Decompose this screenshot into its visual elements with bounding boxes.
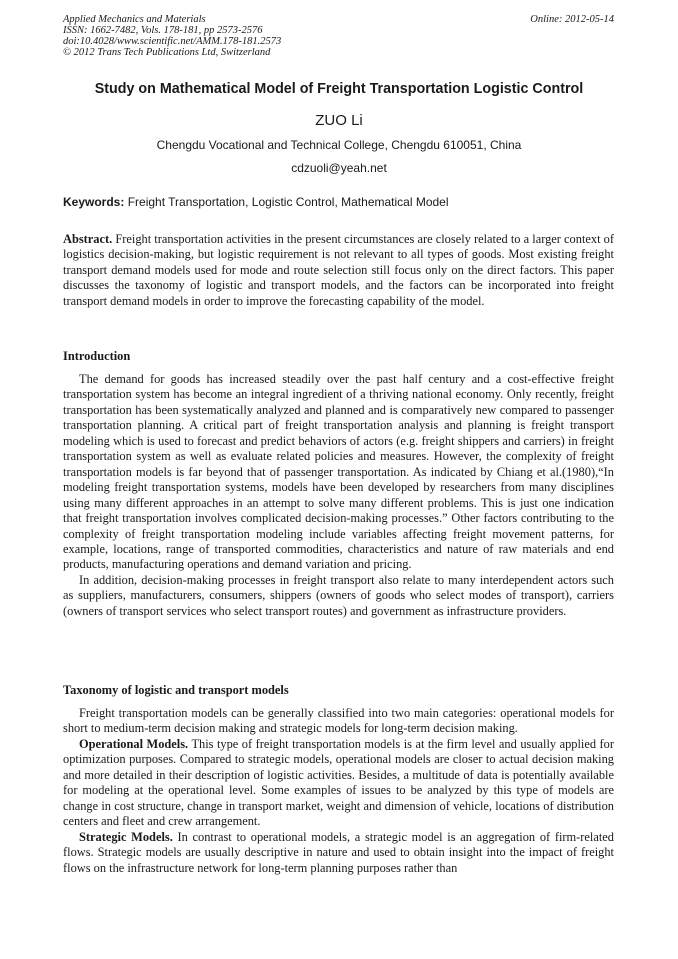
introduction-heading: Introduction [63, 349, 131, 363]
doi-line: doi:10.4028/www.scientific.net/AMM.178-181.2573 [63, 36, 282, 47]
strategic-models-paragraph [63, 830, 614, 876]
abstract-text: Freight transportation activities in the present circumstances are closely related to a larger context of logistics decision-making, but logistic requirement is not relevant to all types of goods. Most existing freight transport demand models used for mode and route selection still focus only on the direct factors. This paper discusses the taxonomy of logistic and transport models, and the factors can be incorporated into freight transport demand models in order to improve the forecasting capability of the model. [63, 232, 614, 308]
abstract [63, 232, 614, 309]
keywords-text: Freight Transportation, Logistic Control, Mathematical Model [127, 195, 449, 209]
journal-name: Applied Mechanics and Materials [63, 14, 206, 25]
journal-header [63, 14, 281, 58]
strategic-models-text: In contrast to operational models, a strategic model is an aggregation of firm-related flows. Strategic models are usually descriptive in nature and used to obtain insight into the impact of freight flows on the infrastructure network for long-term planning purposes rather than [63, 829, 614, 875]
keywords-line [63, 195, 449, 209]
keywords-label: Keywords: [63, 195, 125, 209]
introduction-body [63, 372, 614, 619]
taxonomy-body [63, 706, 614, 876]
taxonomy-paragraph-1: Freight transportation models can be generally classified into two main categories: operational models for short to medium-term decision making and strategic models for long-term decision making. [63, 706, 614, 736]
affiliation: Chengdu Vocational and Technical College, Chengdu 610051, China [156, 138, 522, 152]
paper-title: Study on Mathematical Model of Freight Transportation Logistic Control [94, 81, 584, 97]
introduction-paragraph-1: The demand for goods has increased steadily over the past half century and a cost-effective freight transportation system has become an integral ingredient of a thriving national economy. Only recently, freight transportation has been systematically analyzed and planned and is comparatively new compared to passenger transportation planning. A critical part of freight transportation analysis and planning is freight transport modeling which is used to forecast and predict behaviors of actors (e.g. freight shippers and carriers) in freight transportation system as well as evaluate related policies and measures. However, the complexity of freight transportation models is far beyond that of passenger transportation. As indicated by Chiang et al.(1980),“In modeling freight transportation systems, models have been developed by researchers from many disciplines using many different approaches in an attempt to solve many different problems. This is just one indication that freight transportation involves complicated decision-making processes.” Other factors contributing to the complexity of freight transportation modeling include variables affecting freight movement patterns, for example, locations, range of transported commodities, characteristics and nature of raw materials and end products, manufacturing operations and demand variation and pricing. [63, 372, 614, 572]
operational-models-paragraph [63, 737, 614, 830]
copyright-line: © 2012 Trans Tech Publications Ltd, Switzerland [63, 47, 271, 58]
operational-models-lead: Operational Models. [79, 736, 189, 751]
online-date: Online: 2012-05-14 [530, 14, 614, 25]
author-name: ZUO Li [315, 112, 363, 129]
author-email: cdzuoli@yeah.net [291, 161, 387, 175]
operational-models-text: This type of freight transportation models is at the firm level and usually applied for optimization purposes. Compared to strategic models, operational models are closer to actual decision making and more detailed in their description of logistic activities. Besides, a multitude of data is potentially available for modeling at the operational level. Some examples of issues to be analyzed by this type of models are change in cost structure, change in transport market, weight and dimension of vehicle, locations of distribution centers and fleet and crew arrangement. [63, 736, 615, 829]
issn-line: ISSN: 1662-7482, Vols. 178-181, pp 2573-2576 [63, 25, 263, 36]
abstract-label: Abstract. [63, 232, 113, 246]
strategic-models-lead: Strategic Models. [79, 829, 173, 844]
taxonomy-heading: Taxonomy of logistic and transport models [63, 683, 289, 697]
introduction-paragraph-2: In addition, decision-making processes in freight transport also relate to many interdependent actors such as suppliers, manufacturers, consumers, shippers (owners of goods who select modes of transport), carriers (owners of transport services who select transport routes) and government as infrastructure providers. [63, 572, 614, 618]
